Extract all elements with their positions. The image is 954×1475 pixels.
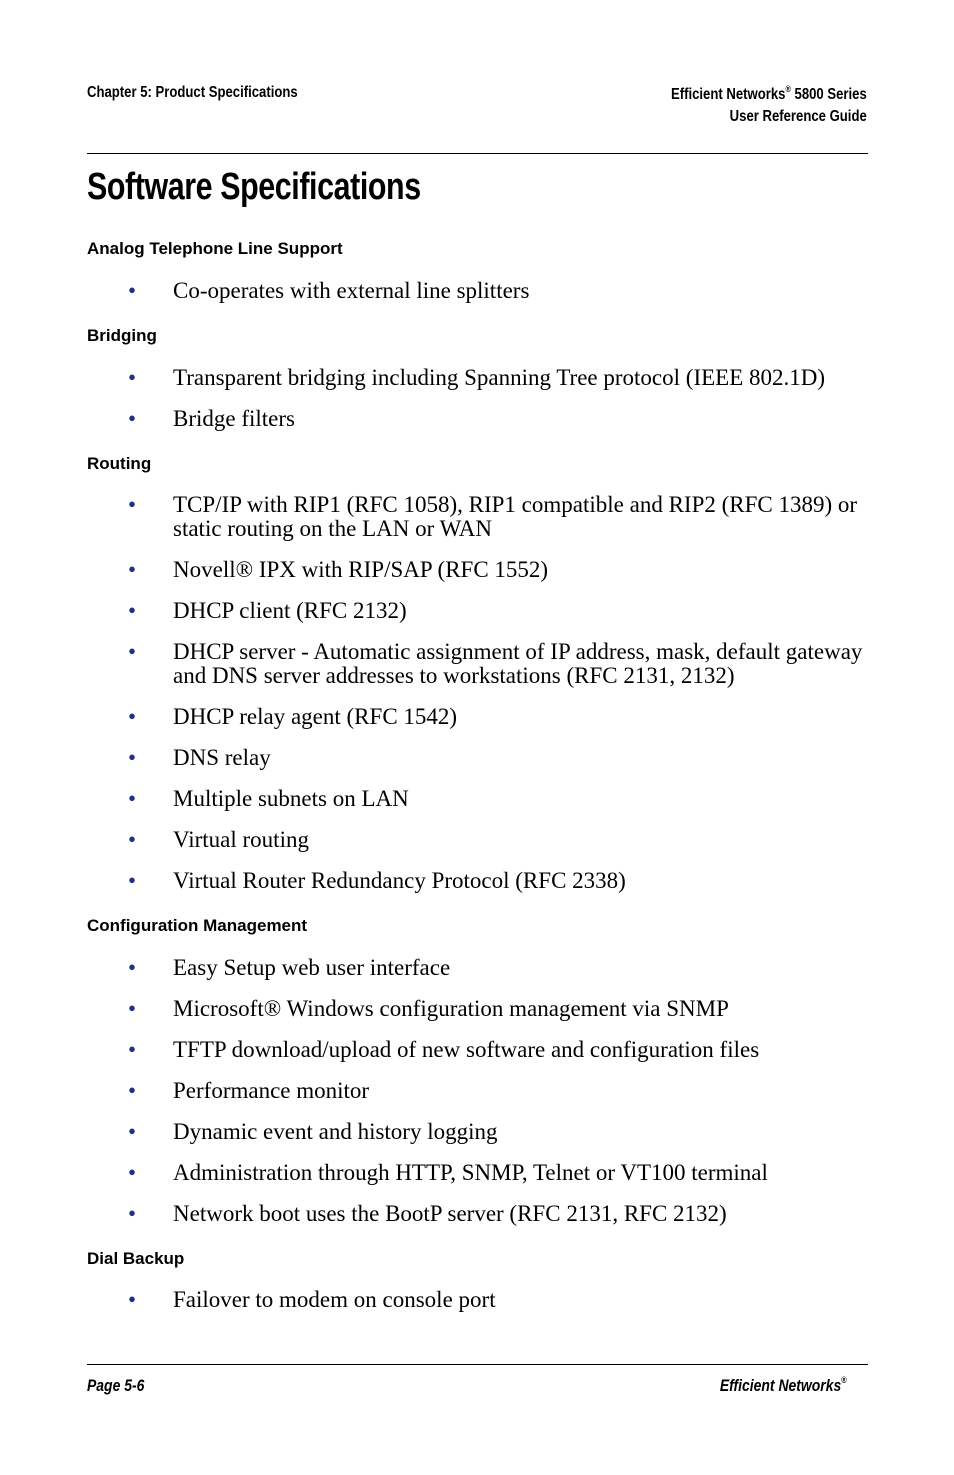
footer-brand	[720, 1376, 847, 1396]
bullet-icon: •	[128, 365, 137, 390]
bullet-icon: •	[128, 996, 137, 1021]
list-item-text: TFTP download/upload of new software and configuration files	[173, 1037, 760, 1062]
list-item-text: Virtual routing	[173, 827, 309, 852]
list-item-text: Performance monitor	[173, 1078, 370, 1103]
list-item	[128, 407, 868, 431]
bullet-icon: •	[128, 1119, 137, 1144]
list-item-text: DHCP relay agent (RFC 1542)	[173, 704, 458, 729]
bullet-icon: •	[128, 868, 137, 893]
page-header-product	[671, 84, 867, 128]
list-item-text: Microsoft® Windows configuration management via SNMP	[173, 996, 729, 1021]
list-item	[128, 956, 868, 980]
bullet-icon: •	[128, 827, 137, 852]
page-title: Software Specifications	[87, 166, 421, 208]
bullet-icon: •	[128, 745, 137, 770]
footer-brand-name: Efficient Networks	[720, 1376, 842, 1395]
bullet-icon: •	[128, 1078, 137, 1103]
list-item-text: DHCP client (RFC 2132)	[173, 598, 407, 623]
list-item-text: Virtual Router Redundancy Protocol (RFC 2338)	[173, 868, 626, 893]
section-heading-configuration: Configuration Management	[87, 916, 308, 935]
bullet-icon: •	[128, 1160, 137, 1185]
list-item	[128, 1202, 868, 1226]
list-item-text: DNS relay	[173, 745, 271, 770]
list-item	[128, 640, 868, 688]
list-item-text: Failover to modem on console port	[173, 1287, 496, 1312]
list-item-text: Easy Setup web user interface	[173, 955, 451, 980]
list-item-text: Novell® IPX with RIP/SAP (RFC 1552)	[173, 557, 549, 582]
bullet-icon: •	[128, 786, 137, 811]
list-item-text: Co-operates with external line splitters	[173, 278, 530, 303]
list-item-text: DHCP server - Automatic assignment of IP address, mask, default gateway and DNS server addresses to workstations (RFC 2131, 2132)	[173, 639, 863, 688]
section-heading-bridging: Bridging	[87, 326, 157, 345]
list-item	[128, 828, 868, 852]
list-item-text: Administration through HTTP, SNMP, Telnet or VT100 terminal	[173, 1160, 768, 1185]
header-registered-mark: ®	[785, 84, 792, 94]
list-item-text: Dynamic event and history logging	[173, 1119, 498, 1144]
footer-page-number: Page 5-6	[87, 1376, 145, 1395]
header-guide: User Reference Guide	[729, 108, 867, 125]
bullet-icon: •	[128, 557, 137, 582]
section-heading-routing: Routing	[87, 454, 152, 473]
list-item-text: Multiple subnets on LAN	[173, 786, 409, 811]
list-item	[128, 1079, 868, 1103]
list-item-text: Network boot uses the BootP server (RFC 2131, RFC 2132)	[173, 1201, 727, 1226]
header-series: 5800 Series	[791, 86, 867, 103]
bullet-icon: •	[128, 598, 137, 623]
list-item-text: TCP/IP with RIP1 (RFC 1058), RIP1 compatible and RIP2 (RFC 1389) or static routing on the LAN or WAN	[173, 492, 858, 541]
list-item	[128, 746, 868, 770]
page-header-chapter: Chapter 5: Product Specifications	[87, 84, 298, 101]
list-item	[128, 366, 868, 390]
list-item	[128, 599, 868, 623]
list-item	[128, 558, 868, 582]
list-item	[128, 279, 868, 303]
bullet-icon: •	[128, 492, 137, 517]
list-item	[128, 1038, 868, 1062]
bullet-icon: •	[128, 704, 137, 729]
section-heading-dial-backup: Dial Backup	[87, 1249, 185, 1268]
header-divider	[87, 153, 868, 154]
section-heading-analog: Analog Telephone Line Support	[87, 239, 343, 258]
list-item-text: Bridge filters	[173, 406, 295, 431]
list-item	[128, 1161, 868, 1185]
bullet-icon: •	[128, 278, 137, 303]
footer-registered-mark: ®	[841, 1375, 847, 1385]
list-item	[128, 1288, 868, 1312]
bullet-icon: •	[128, 1201, 137, 1226]
header-product-line	[671, 84, 867, 106]
list-item	[128, 1120, 868, 1144]
bullet-icon: •	[128, 406, 137, 431]
header-brand: Efficient Networks	[671, 86, 786, 103]
bullet-icon: •	[128, 955, 137, 980]
list-item	[128, 787, 868, 811]
list-item	[128, 869, 868, 893]
list-item	[128, 997, 868, 1021]
bullet-icon: •	[128, 1287, 137, 1312]
bullet-icon: •	[128, 639, 137, 664]
list-item-text: Transparent bridging including Spanning Tree protocol (IEEE 802.1D)	[173, 365, 826, 390]
list-item	[128, 493, 868, 541]
footer-divider	[87, 1364, 868, 1365]
bullet-icon: •	[128, 1037, 137, 1062]
list-item	[128, 705, 868, 729]
